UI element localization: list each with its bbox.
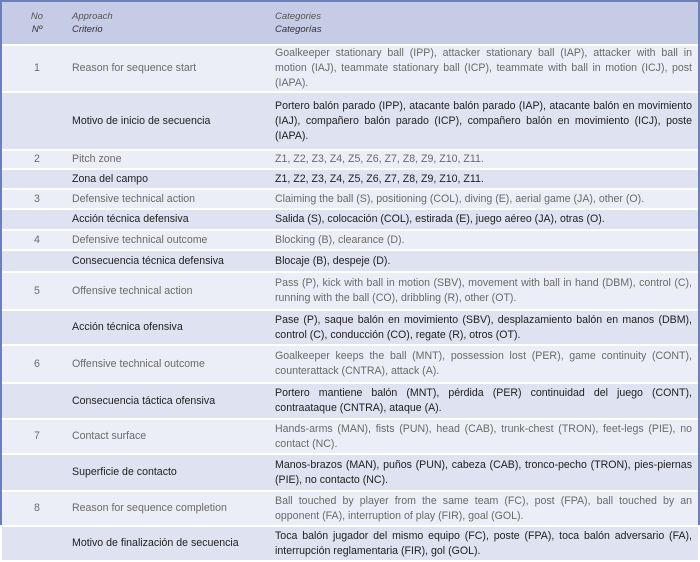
- header-approach: Approach: [72, 11, 113, 22]
- approach-cell: Acción técnica defensiva: [72, 209, 275, 230]
- approach-cell: Zona del campo: [72, 169, 275, 189]
- categories-cell: Ball touched by player from the same team (FC), post (FPA), ball touched by an opponent (FA), interruption of play (FIR), goal (GOL).: [275, 491, 698, 526]
- approach-cell: Superficie de contacto: [72, 454, 275, 491]
- categories-cell: Salida (S), colocación (COL), estirada (E), juego aéreo (JA), otras (O).: [275, 209, 698, 230]
- categories-cell: Portero mantiene balón (MNT), pérdida (PER) continuidad del juego (CONT), contraataque (CNTRA), ataque (A).: [275, 383, 698, 419]
- table-row: [2, 169, 698, 189]
- categories-cell: Blocaje (B), despeje (D).: [275, 250, 698, 272]
- approach-cell: Reason for sequence completion: [72, 491, 275, 526]
- approach-cell: Pitch zone: [72, 150, 275, 169]
- categories-cell: Z1, Z2, Z3, Z4, Z5, Z6, Z7, Z8, Z9, Z10, Z11.: [275, 169, 698, 189]
- header-no-es: Nº: [31, 24, 43, 35]
- row-number: [2, 526, 72, 561]
- categories-cell: Goalkeeper stationary ball (IPP), attacker stationary ball (IAP), attacker with ball in motion (IAJ), teammate stationary ball (ICP), teammate with ball in motion (ICJ), post (IAPA).: [275, 45, 698, 92]
- approach-cell: Defensive technical outcome: [72, 230, 275, 250]
- approach-cell: Offensive technical action: [72, 272, 275, 310]
- categories-cell: Blocking (B), clearance (D).: [275, 230, 698, 250]
- row-number: 7: [2, 419, 72, 454]
- header-categories: Categories: [275, 11, 321, 22]
- table-row: [2, 230, 698, 250]
- row-number: 4: [2, 230, 72, 250]
- row-number: 6: [2, 345, 72, 383]
- categories-cell: Hands-arms (MAN), fists (PUN), head (CAB), trunk-chest (TRON), feet-legs (PIE), no contact (NC).: [275, 419, 698, 454]
- approach-cell: Motivo de finalización de secuencia: [72, 526, 275, 561]
- approach-cell: Consecuencia táctica ofensiva: [72, 383, 275, 419]
- categories-cell: Z1, Z2, Z3, Z4, Z5, Z6, Z7, Z8, Z9, Z10, Z11.: [275, 150, 698, 169]
- approach-cell: Offensive technical outcome: [72, 345, 275, 383]
- table-row: [2, 92, 698, 150]
- categories-cell: Manos-brazos (MAN), puños (PUN), cabeza (CAB), tronco-pecho (TRON), pies-piernas (PIE), no contacto (NC).: [275, 454, 698, 491]
- row-number: 3: [2, 189, 72, 209]
- categories-cell: Portero balón parado (IPP), atacante balón parado (IAP), atacante balón en movimiento (IAJ), compañero balón parado (ICP), compañero balón en movimiento (ICJ), poste (IAPA).: [275, 92, 698, 150]
- table-row: [2, 310, 698, 345]
- row-number: [2, 169, 72, 189]
- approach-cell: Motivo de inicio de secuencia: [72, 92, 275, 150]
- table-row: [2, 272, 698, 310]
- row-number: 2: [2, 150, 72, 169]
- table-row: [2, 345, 698, 383]
- row-number: 8: [2, 491, 72, 526]
- table-row: [2, 454, 698, 491]
- approach-cell: Consecuencia técnica defensiva: [72, 250, 275, 272]
- approach-cell: Reason for sequence start: [72, 45, 275, 92]
- table-row: [2, 45, 698, 92]
- table-row: [2, 209, 698, 230]
- row-number: [2, 250, 72, 272]
- row-number: [2, 454, 72, 491]
- row-number: [2, 92, 72, 150]
- table-row: [2, 189, 698, 209]
- approach-cell: Acción técnica ofensiva: [72, 310, 275, 345]
- categories-cell: Claiming the ball (S), positioning (COL), diving (E), aerial game (JA), other (O).: [275, 189, 698, 209]
- row-number: 5: [2, 272, 72, 310]
- table-header: [2, 2, 698, 45]
- table-row: [2, 150, 698, 169]
- row-number: 1: [2, 45, 72, 92]
- categories-cell: Pass (P), kick with ball in motion (SBV), movement with ball in hand (DBM), control (C), running with the ball (CO), dribbling (R), other (OT).: [275, 272, 698, 310]
- row-number: [2, 310, 72, 345]
- categories-table: [2, 2, 698, 562]
- row-number: [2, 209, 72, 230]
- header-categorias: Categorías: [275, 24, 322, 35]
- table-row: [2, 250, 698, 272]
- approach-cell: Contact surface: [72, 419, 275, 454]
- table-row: [2, 491, 698, 526]
- categories-cell: Pase (P), saque balón en movimiento (SBV), desplazamiento balón en manos (DBM), control (C), conducción (CO), regate (R), otros (OT).: [275, 310, 698, 345]
- categories-cell: Toca balón jugador del mismo equipo (FC), poste (FPA), toca balón adversario (FA), interrupción reglamentaria (FIR), gol (GOL).: [275, 526, 698, 561]
- row-number: [2, 383, 72, 419]
- table-row: [2, 526, 698, 561]
- categories-cell: Goalkeeper keeps the ball (MNT), possession lost (PER), game continuity (CONT), counterattack (CNTRA), attack (A).: [275, 345, 698, 383]
- table-row: [2, 419, 698, 454]
- table-row: [2, 383, 698, 419]
- header-no: No: [30, 11, 44, 22]
- header-criterio: Criterio: [72, 24, 103, 35]
- approach-cell: Defensive technical action: [72, 189, 275, 209]
